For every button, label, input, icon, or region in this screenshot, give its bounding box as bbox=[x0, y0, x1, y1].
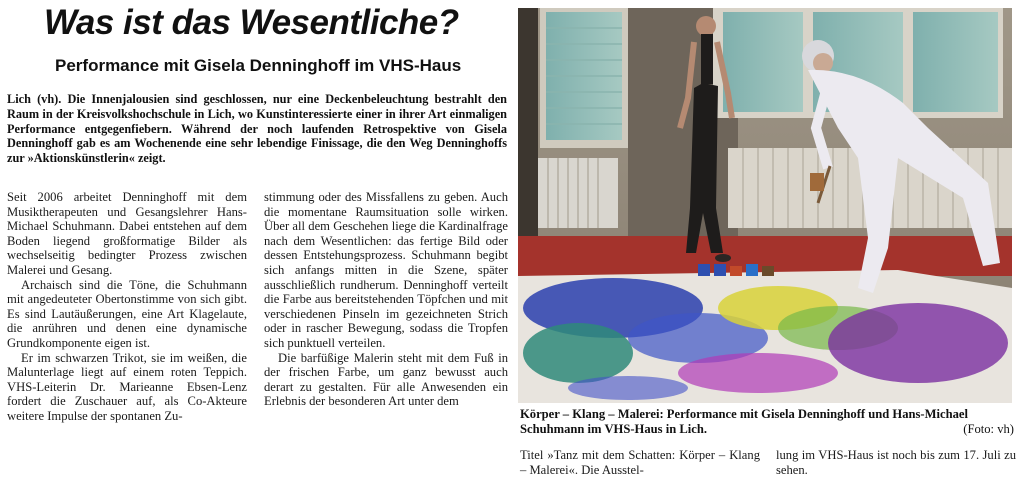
performance-photo bbox=[518, 8, 1012, 403]
subheadline: Performance mit Gisela Denninghoff im VHS-Haus bbox=[55, 56, 462, 75]
column-2-paragraph-1: stimmung oder des Missfallens zu geben. Auch die momentane Raumsituation solle wirken. Über all dem Geschehen liege die Kardinalfrage nach dem Wesentlichen: das fertige Bild oder dessen Entstehungsprozess. Schuhmann begibt sich anfangs mitten in die Szene, später ausschließlich rundherum. Denninghoff verteilt die Farbe aus bereitstehenden Töpfchen und mit verschiedenen Pinseln im gezeichneten Strich oder in rascher Bewegung, sodass die Tropfen sich punktuell verteilen. bbox=[264, 190, 508, 350]
article-column-1 bbox=[7, 190, 247, 424]
column-1-paragraph-3: Er im schwarzen Trikot, sie im weißen, die Malunterlage liegt auf einem roten Teppich. VHS-Leiterin Dr. Marieanne Ebsen-Lenz fordert die Zuschauer auf, als Co-Akteure weitere Impulse der spontanen Zu- bbox=[7, 350, 247, 423]
headline: Was ist das Wesentliche? bbox=[44, 3, 459, 42]
column-2-paragraph-2: Die barfüßige Malerin steht mit dem Fuß in der frischen Farbe, um ganz bewusst auch derart zu gestalten. Für alle Anwesenden ein Erlebnis der besonderen Art unter dem bbox=[264, 350, 508, 409]
article-column-4 bbox=[776, 448, 1016, 477]
photo-caption bbox=[520, 407, 1014, 437]
column-3-text: Titel »Tanz mit dem Schatten: Körper – Klang – Malerei«. Die Ausstel- bbox=[520, 448, 760, 477]
caption-text: Körper – Klang – Malerei: Performance mit Gisela Denninghoff und Hans-Michael Schuhmann im VHS-Haus in Lich. bbox=[520, 407, 968, 436]
photo-credit: (Foto: vh) bbox=[963, 422, 1014, 436]
article-column-3 bbox=[520, 448, 760, 477]
column-4-text: lung im VHS-Haus ist noch bis zum 17. Juli zu sehen. bbox=[776, 448, 1016, 477]
column-1-paragraph-2: Archaisch sind die Töne, die Schuhmann mit angedeuteter Obertonstimme von sich gibt. Es sind Lautäußerungen, eine Art Klagelaute, die anrühren und denen eine dynamische Grundkomponente eigen ist. bbox=[7, 277, 247, 350]
lead-paragraph: Lich (vh). Die Innenjalousien sind geschlossen, nur eine Deckenbeleuchtung bestrahlt den Raum in der Kreisvolkshochschule in Lich, wo Kunstinteressierte einer in ihrer Art einmaligen Performance entgegenfiebern. Während der noch laufenden Retrospektive von Gisela Denninghoff gab es am Wochenende eine sehr lebendige Finissage, die den Weg Denninghoffs zur »Aktionskünstlerin« zeigt. bbox=[7, 92, 507, 166]
performance-photo-illustration bbox=[518, 8, 1012, 403]
article-column-2 bbox=[264, 190, 508, 409]
column-1-paragraph-1: Seit 2006 arbeitet Denninghoff mit dem Musiktherapeuten und Gesangslehrer Hans-Michael Schuhmann. Dabei entstehen auf dem Boden liegend großformatige Bilder als wechselseitig bedingter Prozess zwischen Malerei und Gesang. bbox=[7, 190, 247, 277]
